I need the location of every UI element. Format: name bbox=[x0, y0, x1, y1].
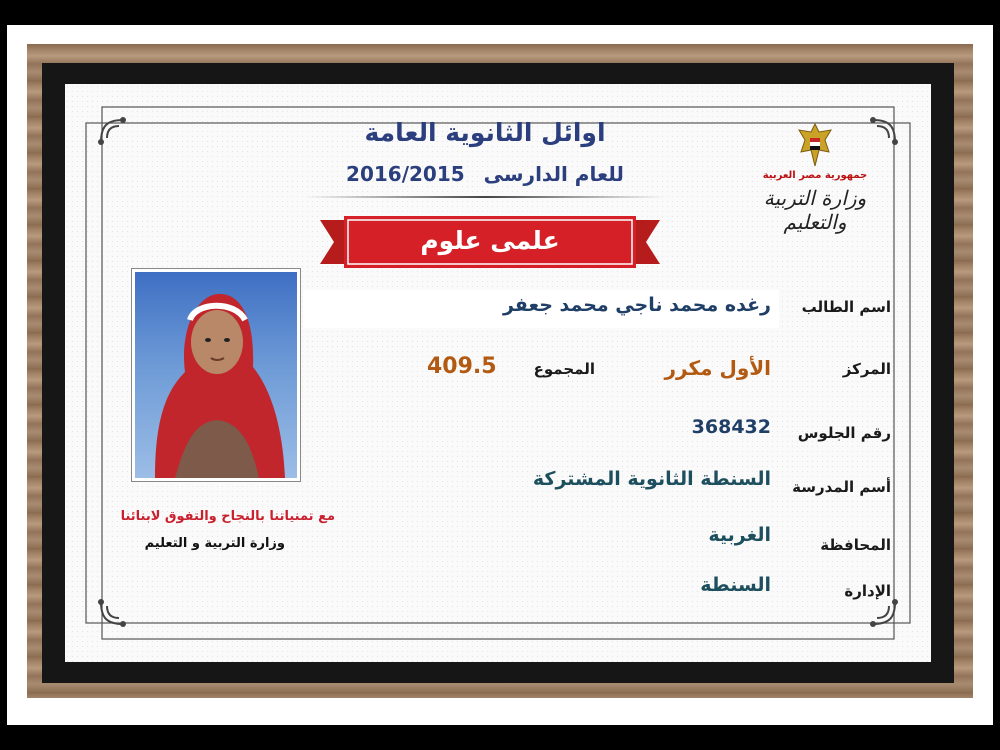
page-title: اوائل الثانوية العامة bbox=[364, 118, 606, 147]
ministry-logo bbox=[740, 120, 890, 234]
student-name-label: اسم الطالب bbox=[801, 298, 891, 316]
corner-ornament-icon bbox=[93, 592, 133, 632]
academic-year bbox=[305, 162, 665, 186]
rank-value: الأول مكرر bbox=[664, 356, 771, 380]
student-name-value: رغده محمد ناجي محمد جعفر bbox=[502, 294, 771, 316]
wishes-text: مع تمنياتنا بالنجاح والتفوق لابنائنا bbox=[120, 509, 335, 524]
wishes-ministry: وزارة التربية و التعليم bbox=[144, 536, 285, 551]
year-value: 2016/2015 bbox=[346, 162, 465, 186]
seat-number-label: رقم الجلوس bbox=[797, 424, 891, 442]
school-label: أسم المدرسة bbox=[792, 478, 891, 496]
governorate-value: الغربية bbox=[708, 524, 771, 546]
student-photo bbox=[131, 268, 301, 482]
administration-label: الإدارة bbox=[844, 582, 891, 600]
logo-country: جمهورية مصر العربية bbox=[762, 170, 868, 181]
portrait-illustration bbox=[135, 272, 297, 478]
total-label: المجموع bbox=[533, 360, 595, 378]
photo-image bbox=[135, 272, 297, 478]
governorate-label: المحافظة bbox=[820, 536, 891, 554]
year-prefix: للعام الدارسى bbox=[483, 162, 624, 186]
divider bbox=[305, 196, 665, 198]
certificate-card bbox=[65, 84, 931, 662]
eagle-emblem-icon bbox=[795, 122, 835, 170]
rank-label: المركز bbox=[842, 360, 891, 378]
school-value: السنطة الثانوية المشتركة bbox=[532, 468, 771, 490]
ribbon-label: علمى علوم bbox=[420, 226, 560, 255]
logo-ministry: وزارة التربية والتعليم bbox=[763, 186, 867, 234]
corner-ornament-icon bbox=[93, 112, 133, 152]
administration-value: السنطة bbox=[700, 574, 771, 596]
seat-number-value: 368432 bbox=[691, 416, 771, 438]
total-value: 409.5 bbox=[427, 354, 497, 379]
